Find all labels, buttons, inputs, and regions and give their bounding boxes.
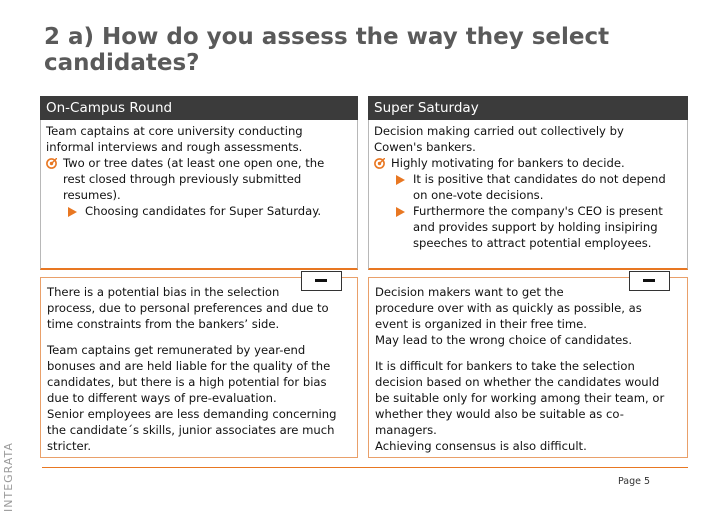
minus-sign-icon [629, 271, 670, 291]
footer-divider [42, 467, 688, 468]
minus-sign-icon [301, 271, 342, 291]
left-intro-line: Team captains at core university conducting [46, 124, 303, 138]
right-sub-bullet-line: It is positive that candidates do not depend [413, 172, 666, 186]
page-number: Page 5 [618, 476, 651, 487]
right-intro-line: Decision making carried out collectively by [374, 124, 624, 138]
left-sub-bullet-line: Choosing candidates for Super Saturday. [85, 204, 322, 218]
left-minus-line: process, due to personal preferences and due to [47, 301, 329, 315]
right-minus-line: event is organized in their free time. [375, 317, 587, 331]
arrow-bullet-icon [396, 207, 405, 217]
right-sub-bullet-line: and provides support by holding insipiring [413, 220, 658, 234]
left-bullet-line: Two or tree dates (at least one open one, the [63, 156, 325, 170]
right-column-header: Super Saturday [368, 96, 688, 120]
slide-title: 2 a) How do you assess the way they select candidates? [44, 24, 610, 76]
right-positive-box [368, 120, 688, 270]
logo-text: INTEGRATA [2, 442, 15, 512]
arrow-bullet-icon [396, 175, 405, 185]
right-bullet [374, 155, 683, 171]
right-sub-bullet-line: on one-vote decisions. [413, 188, 544, 202]
right-minus-line: Achieving consensus is also difficult. [375, 439, 587, 453]
target-bullet-icon [46, 158, 57, 169]
right-sub-bullet-line: speeches to attract potential employees. [413, 236, 652, 250]
left-positive-box [40, 120, 358, 270]
left-minus-line: Team captains get remunerated by year-end [47, 343, 306, 357]
left-minus-line: due to different ways of pre-evaluation. [47, 391, 277, 405]
left-sub-bullet [46, 203, 353, 219]
right-intro-line: Cowen's bankers. [374, 140, 476, 154]
left-intro-line: informal interviews and rough assessments. [46, 140, 303, 154]
right-minus-line: May lead to the wrong choice of candidates. [375, 333, 633, 347]
arrow-bullet-icon [68, 207, 77, 217]
left-minus-line: candidates, but there is a high potential for bias [47, 375, 327, 389]
target-bullet-icon [374, 158, 385, 169]
right-sub-bullet-line: Furthermore the company's CEO is present [413, 204, 663, 218]
right-minus-line: decision based on whether the candidates would [375, 375, 660, 389]
left-minus-line: the candidate´s skills, junior associates are much [47, 423, 335, 437]
right-sub-bullet [374, 171, 683, 203]
right-minus-line: managers. [375, 423, 437, 437]
left-column-header: On-Campus Round [40, 96, 358, 120]
right-negative-box [368, 277, 688, 458]
right-minus-line: It is difficult for bankers to take the selection [375, 359, 635, 373]
left-minus-line: time constraints from the bankers’ side. [47, 317, 280, 331]
left-minus-line: Senior employees are less demanding concerning [47, 407, 337, 421]
right-minus-line: procedure over with as quickly as possible, as [375, 301, 642, 315]
left-bullet [46, 155, 353, 203]
left-negative-box [40, 277, 358, 458]
right-sub-bullet [374, 203, 683, 251]
left-minus-line: bonuses and are held liable for the quality of the [47, 359, 331, 373]
integrata-logo [0, 420, 16, 514]
right-minus-line: Decision makers want to get the [375, 285, 564, 299]
left-minus-line: stricter. [47, 439, 92, 453]
left-bullet-line: resumes). [63, 188, 121, 202]
left-bullet-line: rest closed through previously submitted [63, 172, 302, 186]
right-minus-line: be suitable only for working among their team, or [375, 391, 665, 405]
left-minus-line: There is a potential bias in the selection [47, 285, 280, 299]
right-minus-line: whether they would also be suitable as co- [375, 407, 624, 421]
right-bullet-line: Highly motivating for bankers to decide. [391, 156, 625, 170]
